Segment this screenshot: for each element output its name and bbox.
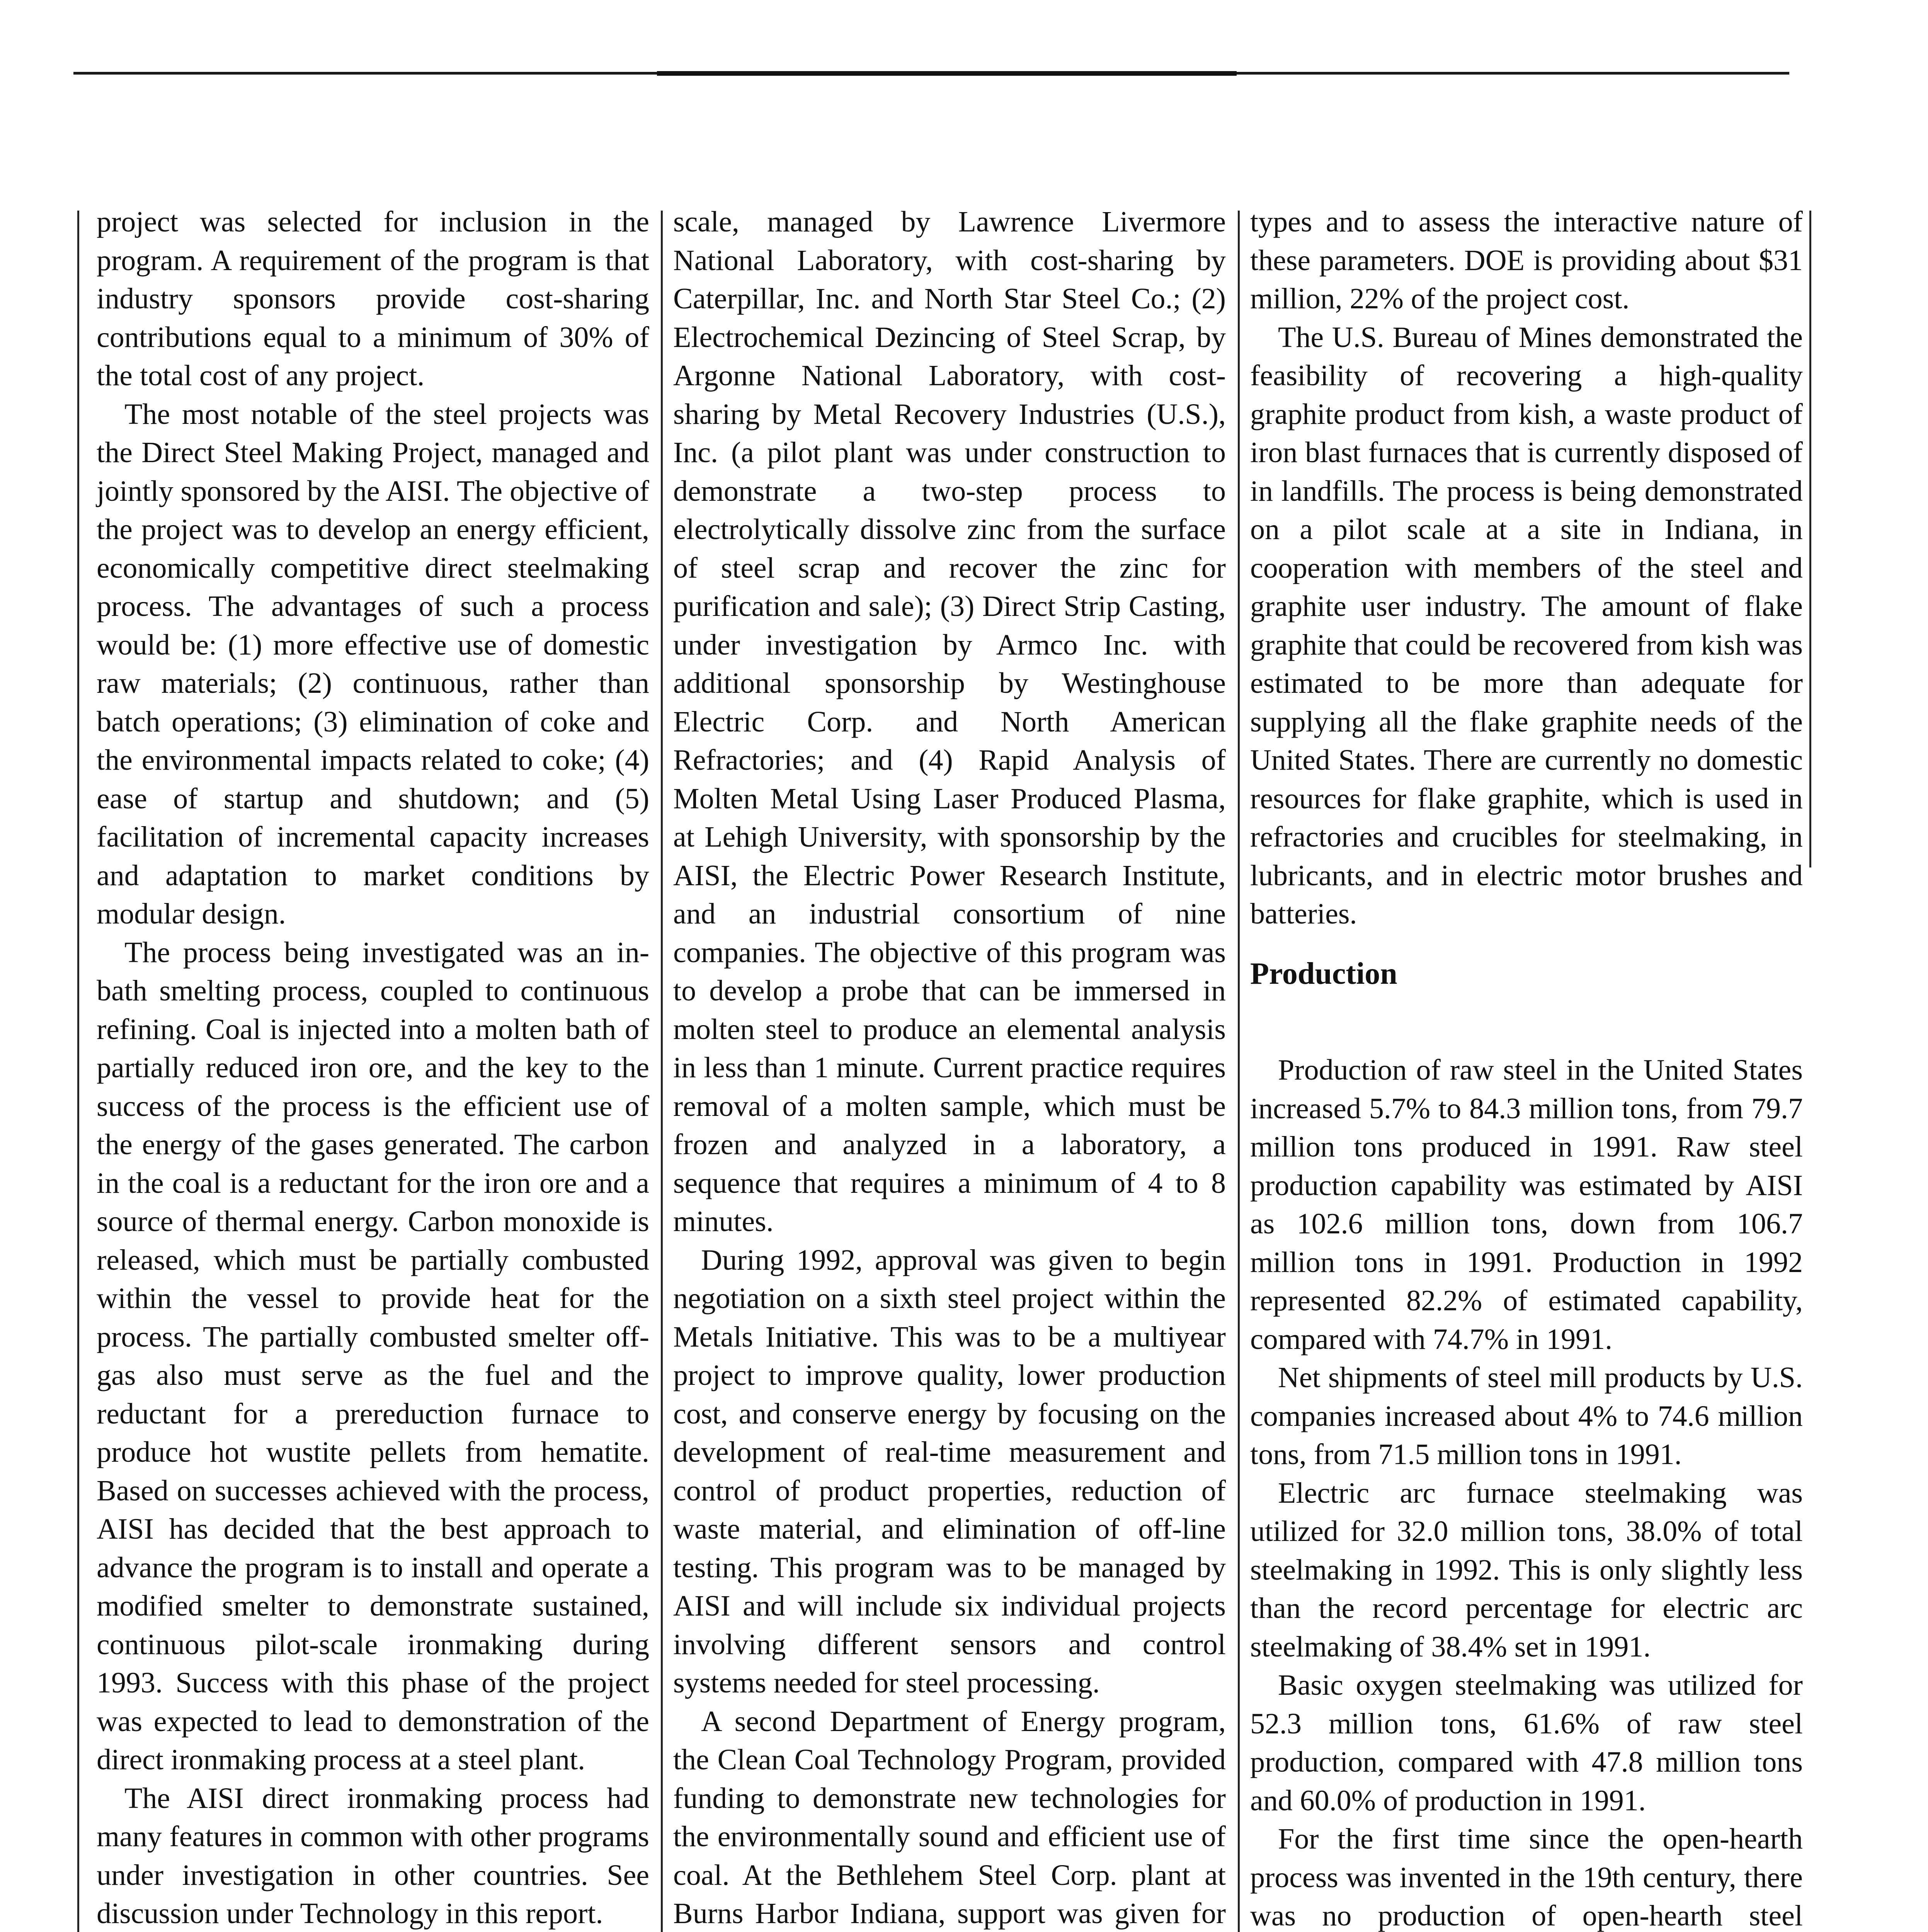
- paragraph: The process being investigated was an in-bath smelting process, coupled to continuous refining. Coal is injected into a molten bath of partially reduced iron ore, and the key to the success of the process is the efficient use of the energy of the gases generated. The carbon in the coal is a reductant for the iron ore and a source of thermal energy. Carbon monoxide is released, which must be partially combusted within the vessel to provide heat for the process. The partially combusted smelter off-gas also must serve as the fuel and the reductant for a prereduction furnace to produce hot wustite pellets from hematite. Based on successes achieved with the process, AISI has decided that the best approach to advance the program is to install and operate a modified smelter to demonstrate sustained, continuous pilot-scale ironmaking during 1993. Success with this phase of the project was expected to lead to demonstration of the direct ironmaking process at a steel plant.: [97, 936, 649, 1776]
- paragraph: Production of raw steel in the United States increased 5.7% to 84.3 million tons, from 79.7 million tons produced in 1991. Raw steel production capability was estimated by AISI as 102.6 million tons, down from 106.7 million tons in 1991. Production in 1992 represented 82.2% of estimated capability, compared with 74.7% in 1991.: [1250, 1054, 1803, 1355]
- column-rule-left: [77, 211, 79, 1932]
- paragraph: For the first time since the open-hearth process was invented in the 19th century, there was no production of open-hearth steel: [1250, 1823, 1803, 1932]
- column-rule-middle-left: [661, 211, 663, 1932]
- section-heading-production: Production: [1250, 956, 1397, 991]
- paragraph: Electric arc furnace steelmaking was utilized for 32.0 million tons, 38.0% of total steelmaking in 1992. This is only slightly less than the record percentage for electric arc steelmaking of 38.4% set in 1991.: [1250, 1476, 1803, 1663]
- paragraph: The most notable of the steel projects was the Direct Steel Making Project, managed and jointly sponsored by the AISI. The objective of the project was to develop an energy efficient, economically competitive direct steelmaking process. The advantages of such a process would be: (1) more effective use of domestic raw materials; (2) continuous, rather than batch operations; (3) elimination of coke and the environmental impacts related to coke; (4) ease of startup and shutdown; and (5) facilitation of incremental capacity increases and adaptation to market conditions by modular design.: [97, 398, 649, 930]
- text-column-2: [673, 203, 1226, 1932]
- column-rule-middle-right: [1238, 211, 1240, 1932]
- paragraph: project was selected for inclusion in the program. A requirement of the program is that industry sponsors provide cost-sharing contributions equal to a minimum of 30% of the total cost of any project.: [97, 206, 649, 392]
- text-column-3: [1250, 203, 1803, 1932]
- paragraph: The AISI direct ironmaking process had many features in common with other programs under investigation in other countries. See discussion under Technology in this report.: [97, 1782, 649, 1930]
- paragraph: Basic oxygen steelmaking was utilized for 52.3 million tons, 61.6% of raw steel production, compared with 47.8 million tons and 60.0% of production in 1991.: [1250, 1669, 1803, 1817]
- column-rule-right: [1809, 211, 1811, 867]
- paragraph: The U.S. Bureau of Mines demonstrated the feasibility of recovering a high-quality graphite product from kish, a waste product of iron blast furnaces that is currently disposed of in landfills. The process is being demonstrated on a pilot scale at a site in Indiana, in cooperation with members of the steel and graphite user industry. The amount of flake graphite that could be recovered from kish was estimated to be more than adequate for supplying all the flake graphite needs of the United States. There are currently no domestic resources for flake graphite, which is used in refractories and crucibles for steelmaking, in lubricants, and in electric motor brushes and batteries.: [1250, 321, 1803, 930]
- paragraph: types and to assess the interactive nature of these parameters. DOE is providing about $31 million, 22% of the project cost.: [1250, 206, 1803, 315]
- paragraph: A second Department of Energy program, the Clean Coal Technology Program, provided funding to demonstrate new technologies for the environmentally sound and efficient use of coal. At the Bethlehem Steel Corp. plant at Burns Harbor Indiana, support was given for: [673, 1705, 1226, 1930]
- top-rule-center: [657, 71, 1237, 76]
- paragraph: scale, managed by Lawrence Livermore National Laboratory, with cost-sharing by Caterpillar, Inc. and North Star Steel Co.; (2) Electrochemical Dezincing of Steel Scrap, by Argonne National Laboratory, with cost-sharing by Metal Recovery Industries (U.S.), Inc. (a pilot plant was under construction to demonstrate a two-step process to electrolytically dissolve zinc from the surface of steel scrap and recover the zinc for purification and sale); (3) Direct Strip Casting, under investigation by Armco Inc. with additional sponsorship by Westinghouse Electric Corp. and North American Refractories; and (4) Rapid Analysis of Molten Metal Using Laser Produced Plasma, at Lehigh University, with sponsorship by the AISI, the Electric Power Research Institute, and an industrial consortium of nine companies. The objective of this program was to develop a probe that can be immersed in molten steel to produce an elemental analysis in less than 1 minute. Current practice requires removal of a molten sample, which must be frozen and analyzed in a laboratory, a sequence that requires a minimum of 4 to 8 minutes.: [673, 206, 1226, 1238]
- text-column-1: [97, 203, 649, 1932]
- paragraph: During 1992, approval was given to begin negotiation on a sixth steel project within the Metals Initiative. This was to be a multiyear project to improve quality, lower production cost, and conserve energy by focusing on the development of real-time measurement and control of product properties, reduction of waste material, and elimination of off-line testing. This program was to be managed by AISI and will include six individual projects involving different sensors and control systems needed for steel processing.: [673, 1243, 1226, 1699]
- paragraph: Net shipments of steel mill products by U.S. companies increased about 4% to 74.6 million tons, from 71.5 million tons in 1991.: [1250, 1361, 1803, 1471]
